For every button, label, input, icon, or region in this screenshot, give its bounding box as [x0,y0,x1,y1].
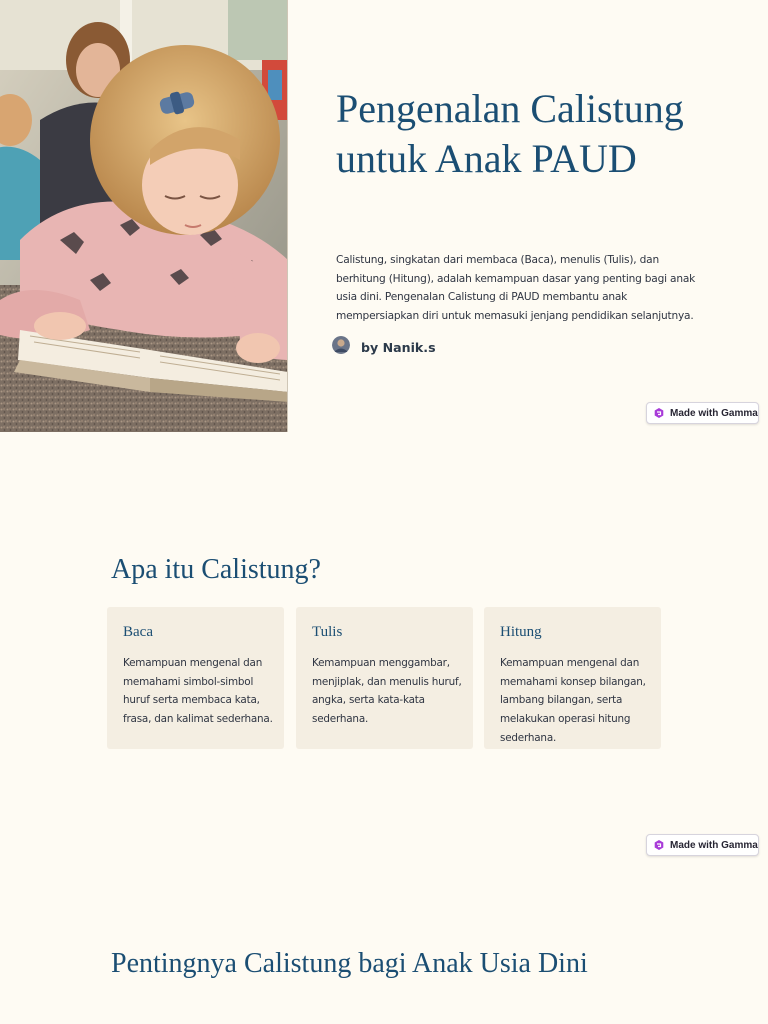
hero-photo-child-reading [0,0,288,432]
title-slide [0,0,768,432]
section-title-pentingnya-calistung: Pentingnya Calistung bagi Anak Usia Dini [111,948,588,979]
card-title: Hitung [500,624,542,640]
card-text: Kemampuan mengenal dan memahami simbol-simbol huruf serta membaca kata, frasa, dan kalimat sederhana. [123,657,273,726]
author-byline [332,335,436,355]
intro-paragraph: Calistung, singkatan dari membaca (Baca), menulis (Tulis), dan berhitung (Hitung), adalah kemampuan dasar yang penting bagi anak usia dini. Pengenalan Calistung di PAUD membantu anak mempersiapkan diri untuk memasuki jenjang pendidikan selanjutnya. [336,254,696,323]
author-avatar [332,336,350,354]
card-text: Kemampuan mengenal dan memahami konsep bilangan, lambang bilangan, serta melakukan operasi hitung sederhana. [500,657,646,744]
section-title-apa-itu-calistung: Apa itu Calistung? [111,554,321,585]
made-with-gamma-badge[interactable] [646,402,759,424]
card-tulis [296,607,473,749]
gamma-badge-label: Made with Gamma [670,407,758,419]
card-hitung [484,607,661,749]
author-name: by Nanik.s [361,340,436,355]
gamma-badge-label: Made with Gamma [670,839,758,851]
card-text: Kemampuan menggambar, menjiplak, dan menulis huruf, angka, serta kata-kata sederhana. [312,657,462,726]
gamma-logo-icon [654,408,664,418]
gamma-logo-icon [654,840,664,850]
page-title: Pengenalan Calistung untuk Anak PAUD [336,86,684,181]
card-title: Baca [123,624,153,640]
card-title: Tulis [312,624,343,640]
made-with-gamma-badge[interactable] [646,834,759,856]
card-baca [107,607,284,749]
